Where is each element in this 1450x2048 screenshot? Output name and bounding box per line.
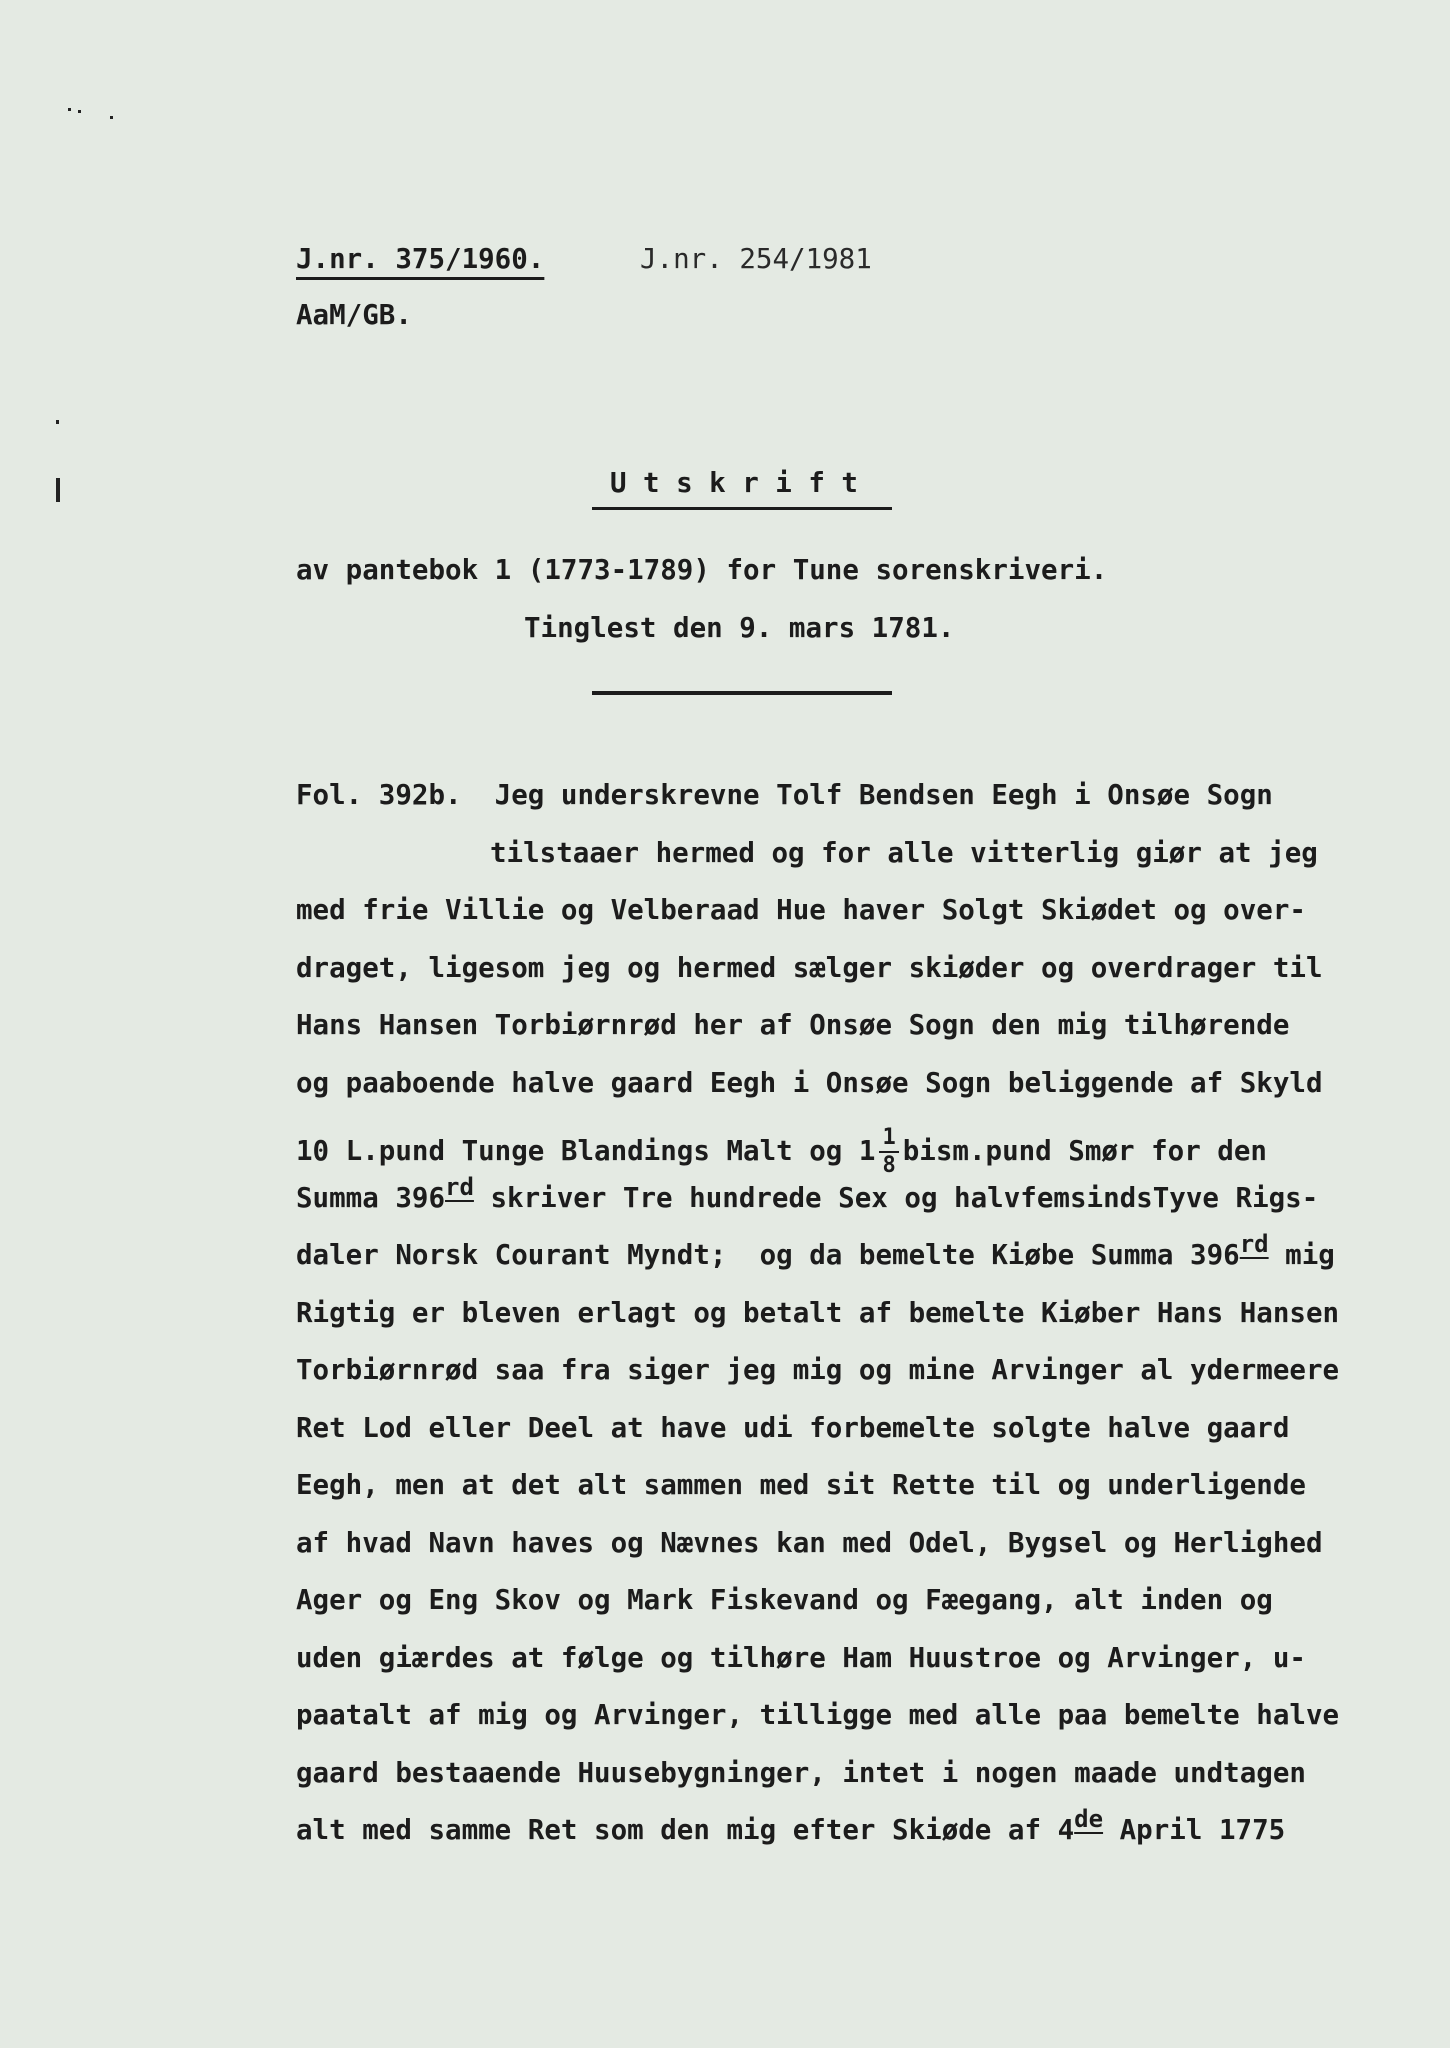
- superscript-de: de: [1074, 1805, 1104, 1833]
- body-line-16: uden giærdes at følge og tilhøre Ham Huustroe og Arvinger, u-: [296, 1642, 1306, 1674]
- section-divider: [592, 691, 892, 695]
- body-line-6: og paaboende halve gaard Eegh i Onsøe Sogn beliggende af Skyld: [296, 1067, 1323, 1099]
- body-line-9-start: daler Norsk Courant Myndt; og da bemelte Kiøbe Summa 396: [296, 1239, 1240, 1271]
- body-line-2: tilstaaer hermed og for alle vitterlig giør at jeg: [490, 837, 1318, 869]
- title-underline: [592, 507, 892, 510]
- body-line-4: draget, ligesom jeg og hermed sælger skiøder og overdrager til: [296, 952, 1323, 984]
- subtitle-source: av pantebok 1 (1773-1789) for Tune sorenskriveri.: [296, 554, 1108, 586]
- body-line-11: Torbiørnrød saa fra siger jeg mig og mine Arvinger al ydermeere: [296, 1354, 1340, 1386]
- body-line-17: paatalt af mig og Arvinger, tilligge med alle paa bemelte halve: [296, 1699, 1340, 1731]
- body-line-19-start: alt med samme Ret som den mig efter Skiøde af 4: [296, 1814, 1075, 1846]
- body-line-7-end: bism.pund Smør for den: [902, 1135, 1267, 1167]
- body-line-8-start: Summa 396: [296, 1182, 446, 1214]
- initials: AaM/GB.: [296, 299, 412, 331]
- body-line-12: Ret Lod eller Deel at have udi forbemelte solgte halve gaard: [296, 1412, 1290, 1444]
- body-line-9: [296, 1230, 1335, 1271]
- body-line-8: [296, 1173, 1319, 1214]
- fraction-numerator: 1: [879, 1127, 898, 1153]
- journal-number-1960: J.nr. 375/1960.: [296, 243, 545, 275]
- margin-mark-4: [56, 420, 59, 424]
- body-line-9-end: mig: [1268, 1239, 1335, 1271]
- margin-mark-5: [56, 478, 60, 502]
- body-line-19: [296, 1805, 1286, 1846]
- superscript-rd-2: rd: [1239, 1230, 1269, 1258]
- body-line-5: Hans Hansen Torbiørnrød her af Onsøe Sogn den mig tilhørende: [296, 1009, 1290, 1041]
- body-line-3: med frie Villie og Velberaad Hue haver Solgt Skiødet og over-: [296, 894, 1306, 926]
- body-line-13: Eegh, men at det alt sammen med sit Rette til og underligende: [296, 1469, 1306, 1501]
- body-line-10: Rigtig er bleven erlagt og betalt af bemelte Kiøber Hans Hansen: [296, 1297, 1340, 1329]
- margin-mark-2: [78, 110, 81, 113]
- subtitle-date: Tinglest den 9. mars 1781.: [524, 612, 955, 644]
- fraction-one-eighth: [879, 1127, 898, 1177]
- margin-mark-1: [68, 108, 71, 111]
- body-line-19-end: April 1775: [1103, 1814, 1286, 1846]
- journal-number-1981: J.nr. 254/1981: [640, 243, 872, 275]
- margin-mark-3: [110, 116, 113, 119]
- body-line-14: af hvad Navn haves og Nævnes kan med Odel, Bygsel og Herlighed: [296, 1527, 1323, 1559]
- body-line-7: [296, 1127, 1267, 1177]
- body-line-18: gaard bestaaende Huusebygninger, intet i nogen maade undtagen: [296, 1757, 1306, 1789]
- body-line-8-end: skriver Tre hundrede Sex og halvfemsindsTyve Rigs-: [473, 1182, 1319, 1214]
- body-line-15: Ager og Eng Skov og Mark Fiskevand og Fæegang, alt inden og: [296, 1584, 1273, 1616]
- fraction-denominator: 8: [882, 1153, 896, 1178]
- superscript-rd: rd: [445, 1173, 474, 1201]
- body-line-7-start: 10 L.pund Tunge Blandings Malt og 1: [296, 1135, 876, 1167]
- body-line-1: Fol. 392b. Jeg underskrevne Tolf Bendsen Eegh i Onsøe Sogn: [296, 779, 1273, 811]
- document-title: Utskrift: [610, 467, 875, 499]
